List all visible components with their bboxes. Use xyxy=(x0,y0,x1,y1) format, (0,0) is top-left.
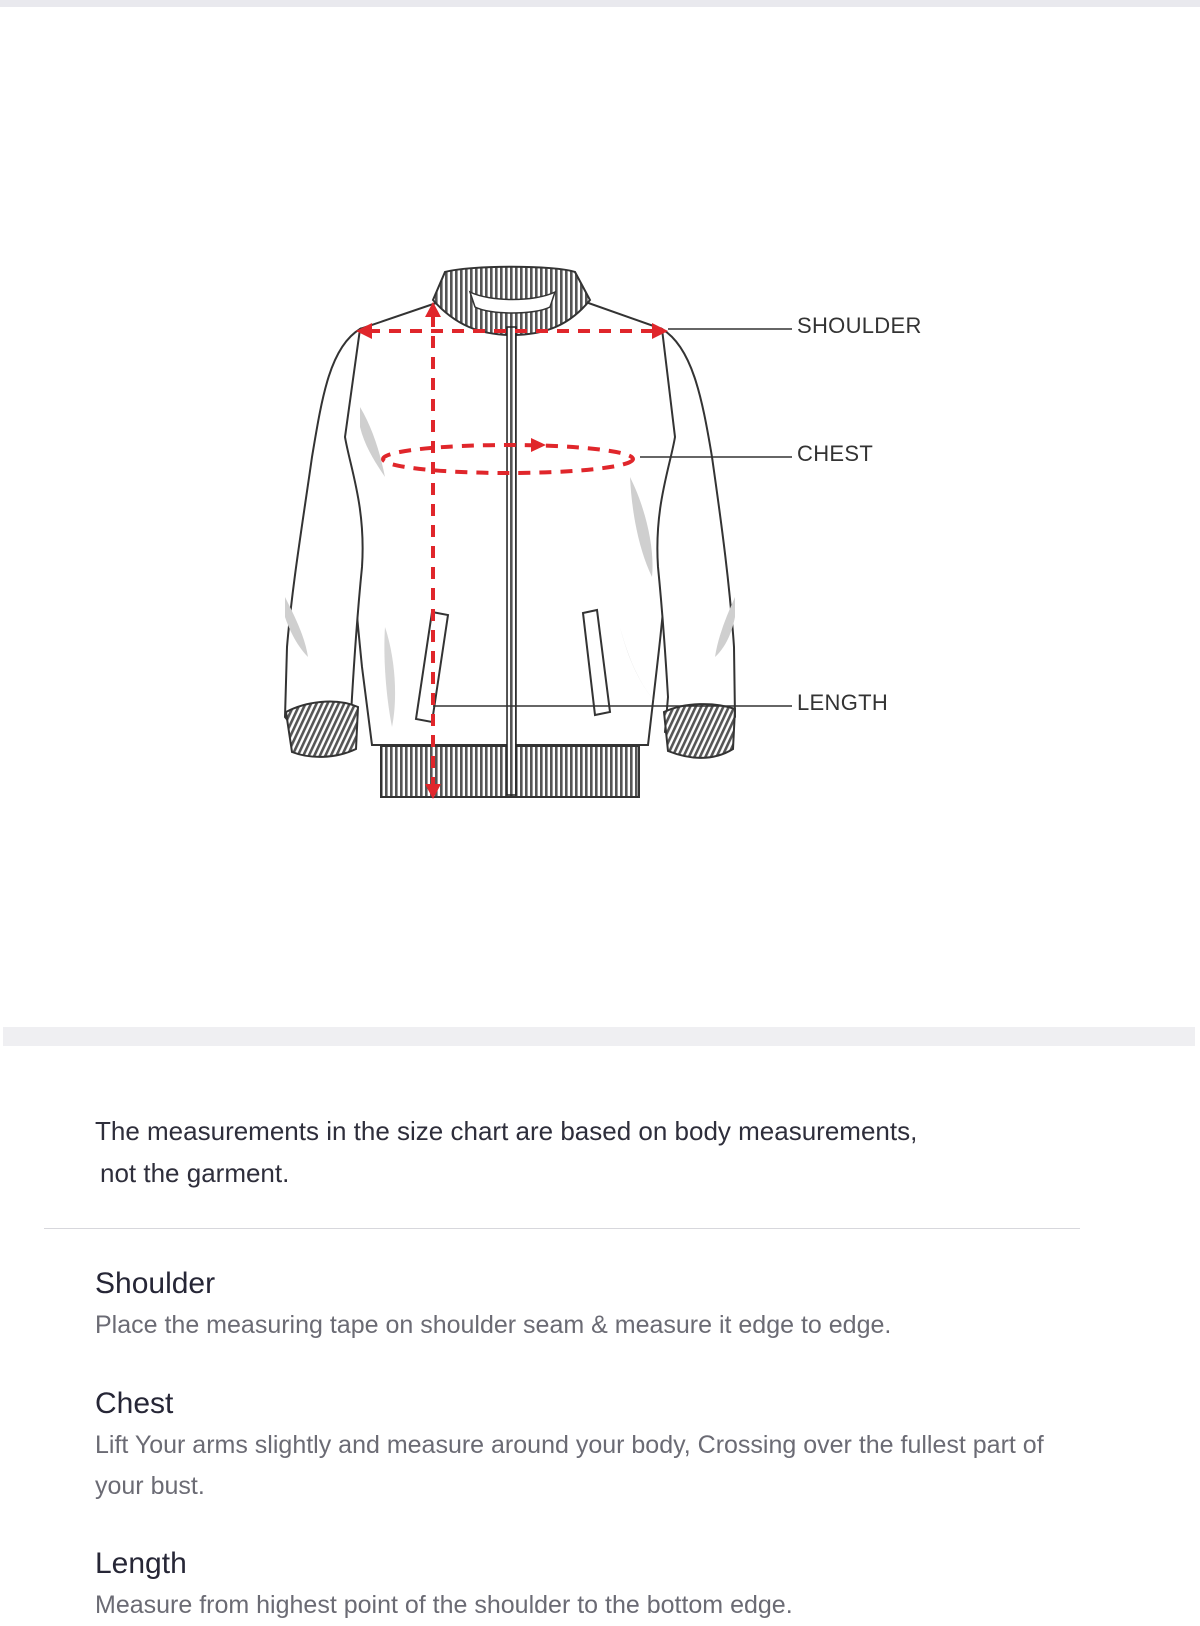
shoulder-callout: SHOULDER xyxy=(797,313,922,338)
left-cuff xyxy=(286,702,358,757)
section-description: Place the measuring tape on shoulder seam & measure it edge to edge. xyxy=(95,1311,892,1339)
section-description: Measure from highest point of the shoulder to the bottom edge. xyxy=(95,1591,793,1619)
zipper xyxy=(507,327,516,795)
section-shoulder xyxy=(95,1265,1075,1346)
section-title: Length xyxy=(95,1547,187,1580)
section-title: Shoulder xyxy=(95,1267,216,1300)
section-length xyxy=(95,1545,1075,1626)
size-guide-illustration xyxy=(0,7,1200,1027)
jacket-diagram xyxy=(0,7,1200,1027)
left-sleeve xyxy=(285,329,363,738)
top-strip xyxy=(0,0,1200,7)
section-chest xyxy=(95,1385,1075,1507)
right-cuff xyxy=(664,704,735,758)
chest-callout: CHEST xyxy=(797,441,874,466)
section-title: Chest xyxy=(95,1387,174,1420)
note-line-1: The measurements in the size chart are based on body measurements, xyxy=(95,1116,918,1146)
section-description: Lift Your arms slightly and measure around your body, Crossing over the fullest part of your bust. xyxy=(95,1431,1044,1500)
length-callout: LENGTH xyxy=(797,690,889,715)
divider-band xyxy=(3,1027,1195,1046)
right-sleeve xyxy=(657,329,735,740)
section-divider xyxy=(44,1228,1080,1229)
note-line-2: not the garment. xyxy=(100,1158,290,1188)
measurement-note xyxy=(95,1110,995,1194)
